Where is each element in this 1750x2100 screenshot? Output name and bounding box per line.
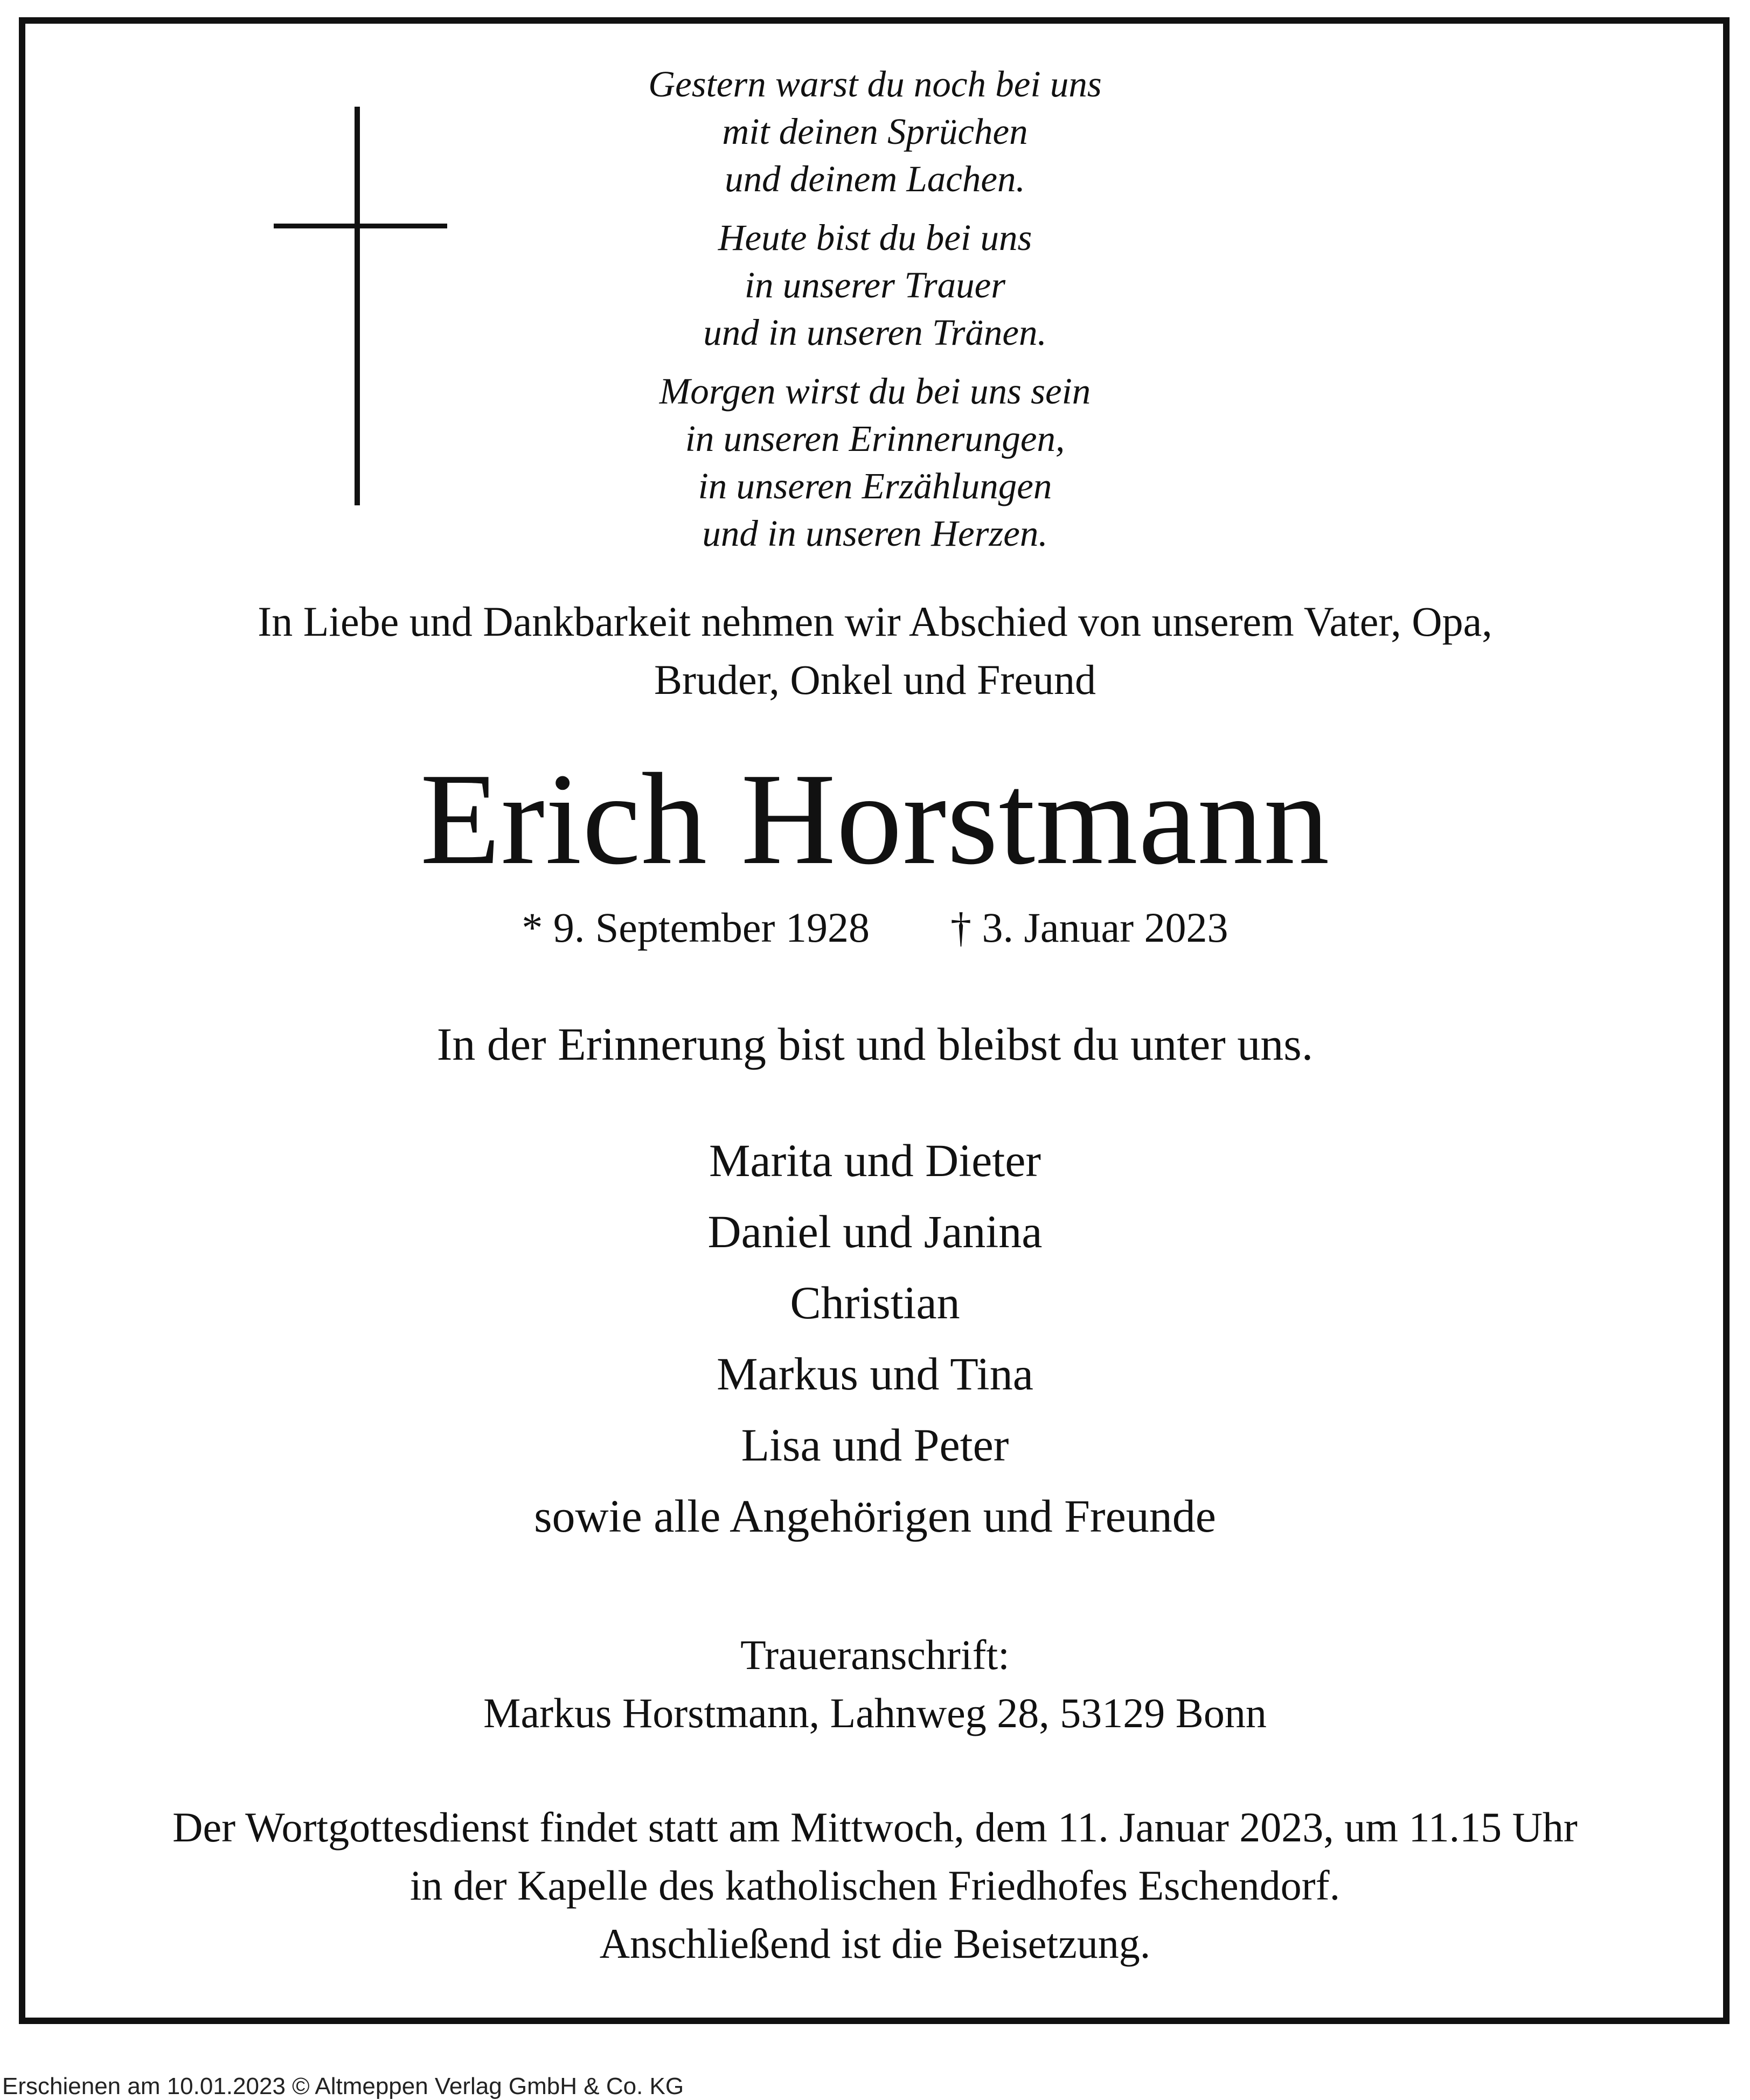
poem — [0, 60, 1750, 203]
poem — [0, 367, 1750, 557]
life-dates — [0, 901, 1750, 955]
mourner-item: sowie alle Angehörigen und Freunde — [534, 1490, 1216, 1542]
service-line: Der Wortgottesdienst findet statt am Mittwoch, dem 11. Januar 2023, um 11.15 Uhr — [172, 1804, 1578, 1851]
intro-text — [0, 593, 1750, 709]
poem-line: in unserer Trauer — [744, 265, 1006, 305]
birth-date: * 9. September 1928 — [522, 904, 870, 951]
service-line: Anschließend ist die Beisetzung. — [599, 1920, 1151, 1967]
poem-line: in unseren Erzählungen — [698, 465, 1052, 506]
mourner-item: Marita und Dieter — [709, 1135, 1041, 1186]
intro-line: Bruder, Onkel und Freund — [654, 656, 1096, 703]
poem-line: und deinem Lachen. — [725, 158, 1025, 199]
mourner-item: Markus und Tina — [717, 1348, 1033, 1400]
poem-line: Heute bist du bei uns — [718, 217, 1032, 258]
poem-line: Morgen wirst du bei uns sein — [659, 371, 1091, 412]
publication-footer: Erschienen am 10.01.2023 © Altmeppen Verlag GmbH & Co. KG — [2, 2073, 684, 2099]
deceased-name — [0, 746, 1750, 892]
poem-line: mit deinen Sprüchen — [722, 111, 1028, 152]
service-info — [0, 1798, 1750, 1973]
mourner-item: Lisa und Peter — [741, 1419, 1009, 1471]
poem-line: Gestern warst du noch bei uns — [648, 64, 1102, 105]
intro-line: In Liebe und Dankbarkeit nehmen wir Abschied von unserem Vater, Opa, — [258, 598, 1492, 645]
deceased-name-text: Erich Horstmann — [420, 746, 1330, 892]
poem-line: und in unseren Tränen. — [703, 312, 1047, 353]
mourning-address — [0, 1626, 1750, 1742]
service-line: in der Kapelle des katholischen Friedhofes Eschendorf. — [409, 1862, 1341, 1909]
poem-line: und in unseren Herzen. — [702, 513, 1048, 554]
poem — [0, 214, 1750, 356]
mourners-list — [0, 1125, 1750, 1552]
poem-line: in unseren Erinnerungen, — [685, 418, 1065, 459]
address-value: Markus Horstmann, Lahnweg 28, 53129 Bonn — [483, 1689, 1267, 1736]
motto — [0, 1014, 1750, 1074]
mourner-item: Daniel und Janina — [707, 1206, 1043, 1257]
motto-text: In der Erinnerung bist und bleibst du unter uns. — [436, 1018, 1314, 1070]
death-date: † 3. Januar 2023 — [950, 904, 1228, 951]
mourner-item: Christian — [790, 1277, 960, 1329]
address-label: Traueranschrift: — [740, 1631, 1010, 1678]
